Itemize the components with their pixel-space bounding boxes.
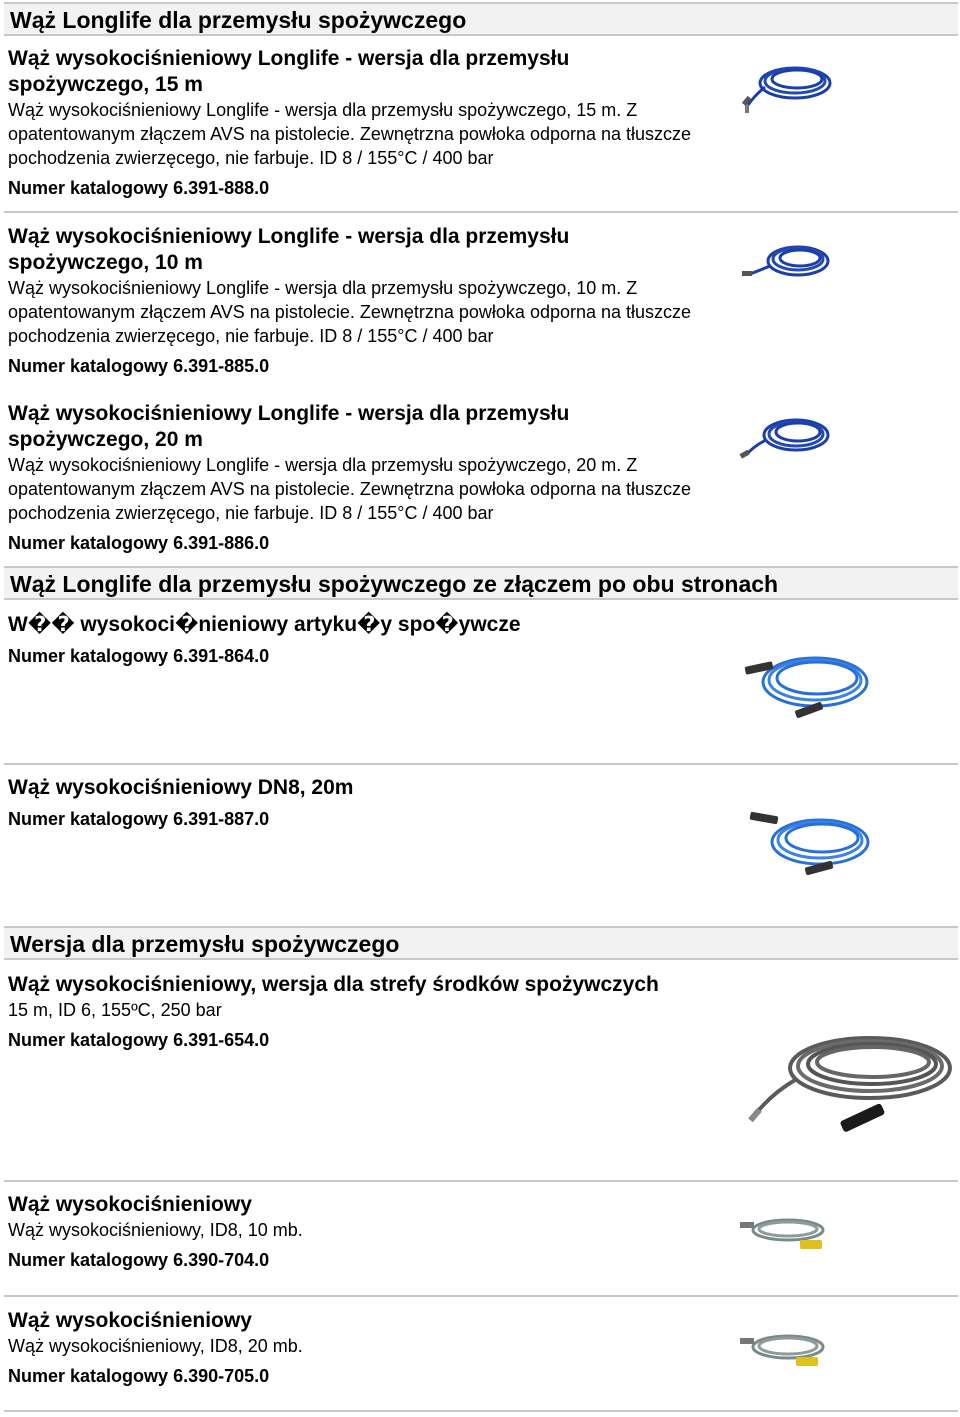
catalog-number: Numer katalogowy 6.391-886.0 bbox=[8, 533, 270, 553]
product-description: Wąż wysokociśnieniowy Longlife - wersja dla przemysłu spożywczego, 10 m. Z opatentowanym złączem AVS na pistolecie. Zewnętrzna powłoka odporna na tłuszcze pochodzenia zwierzęcego, nie farbuje. ID 8 / 155°C / 400 bar bbox=[8, 278, 692, 346]
catalog-number: Numer katalogowy 6.391-654.0 bbox=[8, 1030, 270, 1050]
product-title: Wąż wysokociśnieniowy Longlife - wersja dla przemysłu spożywczego, 20 m bbox=[8, 402, 570, 451]
section-title-both-ends: Wąż Longlife dla przemysłu spożywczego ze złączem po obu stronach bbox=[4, 566, 958, 600]
blue-hose-icon bbox=[740, 236, 835, 286]
light-blue-hose-icon bbox=[745, 802, 875, 882]
catalog-number: Numer katalogowy 6.390-705.0 bbox=[8, 1366, 270, 1386]
product-description: Wąż wysokociśnieniowy Longlife - wersja dla przemysłu spożywczego, 15 m. Z opatentowanym złączem AVS na pistolecie. Zewnętrzna powłoka odporna na tłuszcze pochodzenia zwierzęcego, nie farbuje. ID 8 / 155°C / 400 bar bbox=[8, 100, 692, 168]
blue-hose-icon bbox=[738, 410, 833, 465]
product-title: W�� wysokoci�nieniowy artyku�y spo�ywcze bbox=[8, 613, 521, 636]
catalog-number: Numer katalogowy 6.391-888.0 bbox=[8, 178, 270, 198]
product-title: Wąż wysokociśnieniowy Longlife - wersja dla przemysłu spożywczego, 15 m bbox=[8, 47, 570, 96]
section-title-food-version: Wersja dla przemysłu spożywczego bbox=[4, 926, 958, 960]
blue-hose-icon bbox=[740, 55, 835, 115]
catalog-number: Numer katalogowy 6.391-887.0 bbox=[8, 809, 270, 829]
product-title: Wąż wysokociśnieniowy DN8, 20m bbox=[8, 776, 354, 799]
grey-yellow-hose-icon bbox=[738, 1208, 838, 1258]
product-title: Wąż wysokociśnieniowy bbox=[8, 1193, 252, 1216]
grey-hose-icon bbox=[740, 1020, 960, 1135]
product-title: Wąż wysokociśnieniowy bbox=[8, 1309, 252, 1332]
catalog-number: Numer katalogowy 6.391-864.0 bbox=[8, 646, 270, 666]
grey-yellow-hose-icon bbox=[738, 1325, 838, 1375]
product-description: Wąż wysokociśnieniowy Longlife - wersja dla przemysłu spożywczego, 20 m. Z opatentowanym złączem AVS na pistolecie. Zewnętrzna powłoka odporna na tłuszcze pochodzenia zwierzęcego, nie farbuje. ID 8 / 155°C / 400 bar bbox=[8, 455, 692, 523]
section-title-longlife: Wąż Longlife dla przemysłu spożywczego bbox=[4, 2, 958, 36]
catalog-number: Numer katalogowy 6.391-885.0 bbox=[8, 356, 270, 376]
product-description: Wąż wysokociśnieniowy, ID8, 10 mb. bbox=[8, 1220, 303, 1240]
product-description: Wąż wysokociśnieniowy, ID8, 20 mb. bbox=[8, 1336, 303, 1356]
product-title: Wąż wysokociśnieniowy Longlife - wersja dla przemysłu spożywczego, 10 m bbox=[8, 225, 570, 274]
catalog-number: Numer katalogowy 6.390-704.0 bbox=[8, 1250, 270, 1270]
product-title: Wąż wysokociśnieniowy, wersja dla strefy środków spożywczych bbox=[8, 973, 659, 996]
light-blue-hose-icon bbox=[740, 642, 875, 722]
product-description: 15 m, ID 6, 155ºC, 250 bar bbox=[8, 1000, 222, 1020]
